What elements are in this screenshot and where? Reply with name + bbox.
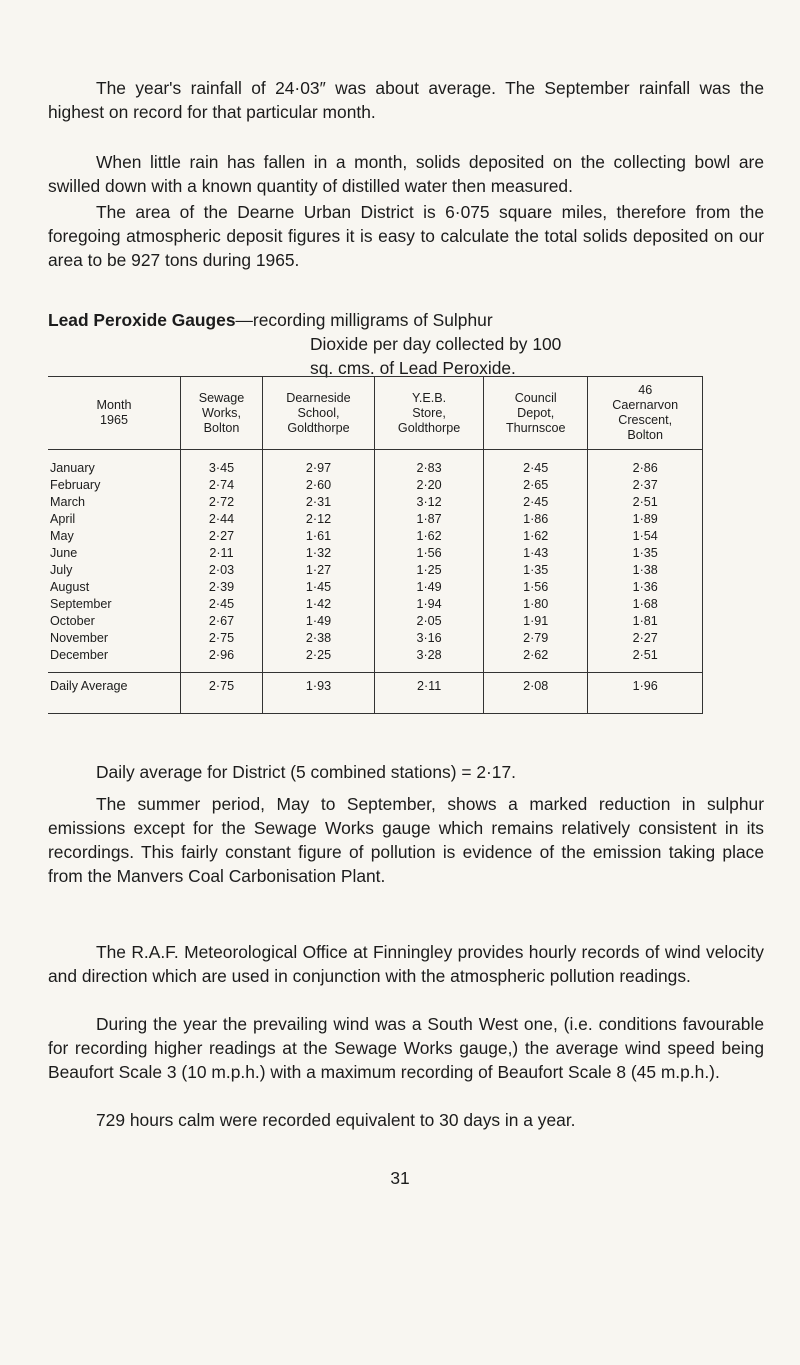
reading-cell: 2·20	[375, 477, 484, 494]
table-row	[48, 528, 703, 545]
average-cell: 2·75	[181, 673, 263, 714]
reading-cell: 3·28	[375, 647, 484, 673]
table-row	[48, 630, 703, 647]
reading-cell: 1·56	[375, 545, 484, 562]
page-number: 31	[390, 1168, 410, 1188]
month-cell: December	[50, 648, 109, 662]
reading-cell: 2·97	[262, 450, 374, 478]
table-row	[48, 511, 703, 528]
average-cell: 1·96	[588, 673, 703, 714]
column-header	[262, 377, 374, 450]
reading-cell: 2·25	[262, 647, 374, 673]
reading-cell: 2·31	[262, 494, 374, 511]
reading-cell: 2·51	[588, 494, 703, 511]
month-cell: January	[50, 461, 95, 475]
average-cell: 2·08	[484, 673, 588, 714]
table-row	[48, 477, 703, 494]
column-header-line: Goldthorpe	[287, 420, 350, 435]
raf-office-paragraph: The R.A.F. Meteorological Office at Finningley provides hourly records of wind velocity and direction which are used in conjunction with the atmospheric pollution readings.	[48, 942, 764, 986]
reading-cell: 1·81	[588, 613, 703, 630]
column-header-line: Works,	[202, 405, 241, 420]
table-row	[48, 545, 703, 562]
table-row	[48, 579, 703, 596]
average-cell: 2·11	[375, 673, 484, 714]
rainfall-paragraph: The year's rainfall of 24·03″ was about average. The September rainfall was the highest on record for that particular month.	[48, 78, 764, 122]
month-cell: September	[50, 597, 112, 611]
reading-cell: 2·27	[181, 528, 263, 545]
reading-cell: 1·62	[484, 528, 588, 545]
reading-cell: 1·91	[484, 613, 588, 630]
reading-cell: 2·86	[588, 450, 703, 478]
reading-cell: 1·68	[588, 596, 703, 613]
table-row	[48, 596, 703, 613]
column-header-line: 46	[638, 383, 653, 397]
reading-cell: 1·49	[262, 613, 374, 630]
average-label-cell: Daily Average	[48, 673, 181, 714]
reading-cell: 2·83	[375, 450, 484, 478]
month-cell: February	[50, 478, 101, 492]
reading-cell: 2·51	[588, 647, 703, 673]
reading-cell: 2·45	[484, 494, 588, 511]
prevailing-wind-paragraph: During the year the prevailing wind was a South West one, (i.e. conditions favourable for recording higher readings at the Sewage Works gauge,) the average wind speed being Beaufort Scale 3 (10 m.p.h.) with a maximum recording of Beaufort Scale 8 (45 m.p.h.).	[48, 1014, 764, 1082]
column-header-line: Thurnscoe	[505, 420, 566, 435]
table-header-row	[48, 377, 703, 450]
reading-cell: 2·45	[484, 450, 588, 478]
column-header-line: Council	[514, 390, 557, 405]
reading-cell: 2·03	[181, 562, 263, 579]
reading-cell: 2·05	[375, 613, 484, 630]
table-row	[48, 647, 703, 673]
reading-cell: 1·56	[484, 579, 588, 596]
reading-cell: 2·67	[181, 613, 263, 630]
reading-cell: 3·45	[181, 450, 263, 478]
month-cell: June	[50, 546, 78, 560]
column-header	[588, 377, 703, 450]
table-row	[48, 613, 703, 630]
column-header-line: Depot,	[517, 405, 555, 420]
column-header-line: Y.E.B.	[412, 390, 447, 405]
month-cell: April	[50, 512, 76, 526]
reading-cell: 2·39	[181, 579, 263, 596]
reading-cell: 1·87	[375, 511, 484, 528]
reading-cell: 2·12	[262, 511, 374, 528]
reading-cell: 1·43	[484, 545, 588, 562]
lead-peroxide-heading	[48, 308, 764, 380]
reading-cell: 1·61	[262, 528, 374, 545]
reading-cell: 1·25	[375, 562, 484, 579]
column-header-line: Dearneside	[286, 390, 351, 405]
reading-cell: 1·54	[588, 528, 703, 545]
month-cell: August	[50, 580, 90, 594]
heading-rest: —recording milligrams of Sulphur	[235, 310, 493, 330]
heading-line-3: sq. cms. of Lead Peroxide.	[310, 358, 516, 378]
heading-line-2: Dioxide per day collected by 100	[310, 334, 562, 354]
summer-period-paragraph: The summer period, May to September, shows a marked reduction in sulphur emissions except for the Sewage Works gauge which remains relatively consistent in its recordings. This fairly constant figure of pollution is evidence of the emission taking place from the Manvers Coal Carbonisation Plant.	[48, 794, 764, 886]
column-header-line: Month	[96, 398, 132, 412]
column-header	[181, 377, 263, 450]
reading-cell: 1·38	[588, 562, 703, 579]
reading-cell: 2·72	[181, 494, 263, 511]
calm-hours-paragraph: 729 hours calm were recorded equivalent to 30 days in a year.	[96, 1110, 576, 1130]
reading-cell: 1·35	[484, 562, 588, 579]
reading-cell: 2·75	[181, 630, 263, 647]
reading-cell: 2·37	[588, 477, 703, 494]
table-row	[48, 450, 703, 478]
heading-lead: Lead Peroxide Gauges	[48, 310, 236, 330]
district-average-paragraph: Daily average for District (5 combined stations) = 2·17.	[96, 762, 516, 782]
column-header-line: Bolton	[627, 428, 664, 442]
table-row	[48, 494, 703, 511]
column-header-line: Store,	[412, 405, 446, 420]
reading-cell: 1·49	[375, 579, 484, 596]
reading-cell: 1·36	[588, 579, 703, 596]
reading-cell: 2·11	[181, 545, 263, 562]
average-cell: 1·93	[262, 673, 374, 714]
column-header-line: Bolton	[203, 420, 240, 435]
reading-cell: 2·45	[181, 596, 263, 613]
column-header-line: Goldthorpe	[397, 420, 461, 435]
column-header	[375, 377, 484, 450]
solids-method-paragraph: When little rain has fallen in a month, solids deposited on the collecting bowl are swilled down with a known quantity of distilled water then measured.	[48, 152, 764, 196]
column-header	[48, 377, 181, 450]
month-cell: July	[50, 563, 73, 577]
column-header-line: 1965	[100, 413, 129, 427]
reading-cell: 1·42	[262, 596, 374, 613]
reading-cell: 2·27	[588, 630, 703, 647]
reading-cell: 1·35	[588, 545, 703, 562]
reading-cell: 3·16	[375, 630, 484, 647]
reading-cell: 2·62	[484, 647, 588, 673]
table-body	[48, 450, 703, 714]
sulphur-dioxide-table	[48, 376, 703, 714]
reading-cell: 1·62	[375, 528, 484, 545]
district-area-paragraph: The area of the Dearne Urban District is 6·075 square miles, therefore from the foregoing atmospheric deposit figures it is easy to calculate the total solids deposited on our area to be 927 tons during 1965.	[48, 202, 764, 270]
table-row	[48, 562, 703, 579]
reading-cell: 2·65	[484, 477, 588, 494]
column-header-line: Sewage	[198, 390, 245, 405]
month-cell: November	[50, 631, 109, 645]
column-header-line: School,	[297, 405, 340, 420]
column-header	[484, 377, 588, 450]
month-cell: October	[50, 614, 95, 628]
column-header-line: Caernarvon	[612, 398, 679, 412]
column-header-line: Crescent,	[618, 413, 673, 427]
reading-cell: 1·32	[262, 545, 374, 562]
reading-cell: 3·12	[375, 494, 484, 511]
reading-cell: 1·89	[588, 511, 703, 528]
month-cell: May	[50, 529, 74, 543]
reading-cell: 2·96	[181, 647, 263, 673]
reading-cell: 2·38	[262, 630, 374, 647]
reading-cell: 1·45	[262, 579, 374, 596]
reading-cell: 1·27	[262, 562, 374, 579]
reading-cell: 1·80	[484, 596, 588, 613]
month-cell: March	[50, 495, 85, 509]
reading-cell: 2·79	[484, 630, 588, 647]
reading-cell: 2·44	[181, 511, 263, 528]
reading-cell: 1·94	[375, 596, 484, 613]
reading-cell: 2·60	[262, 477, 374, 494]
daily-average-row	[48, 673, 703, 714]
reading-cell: 2·74	[181, 477, 263, 494]
reading-cell: 1·86	[484, 511, 588, 528]
